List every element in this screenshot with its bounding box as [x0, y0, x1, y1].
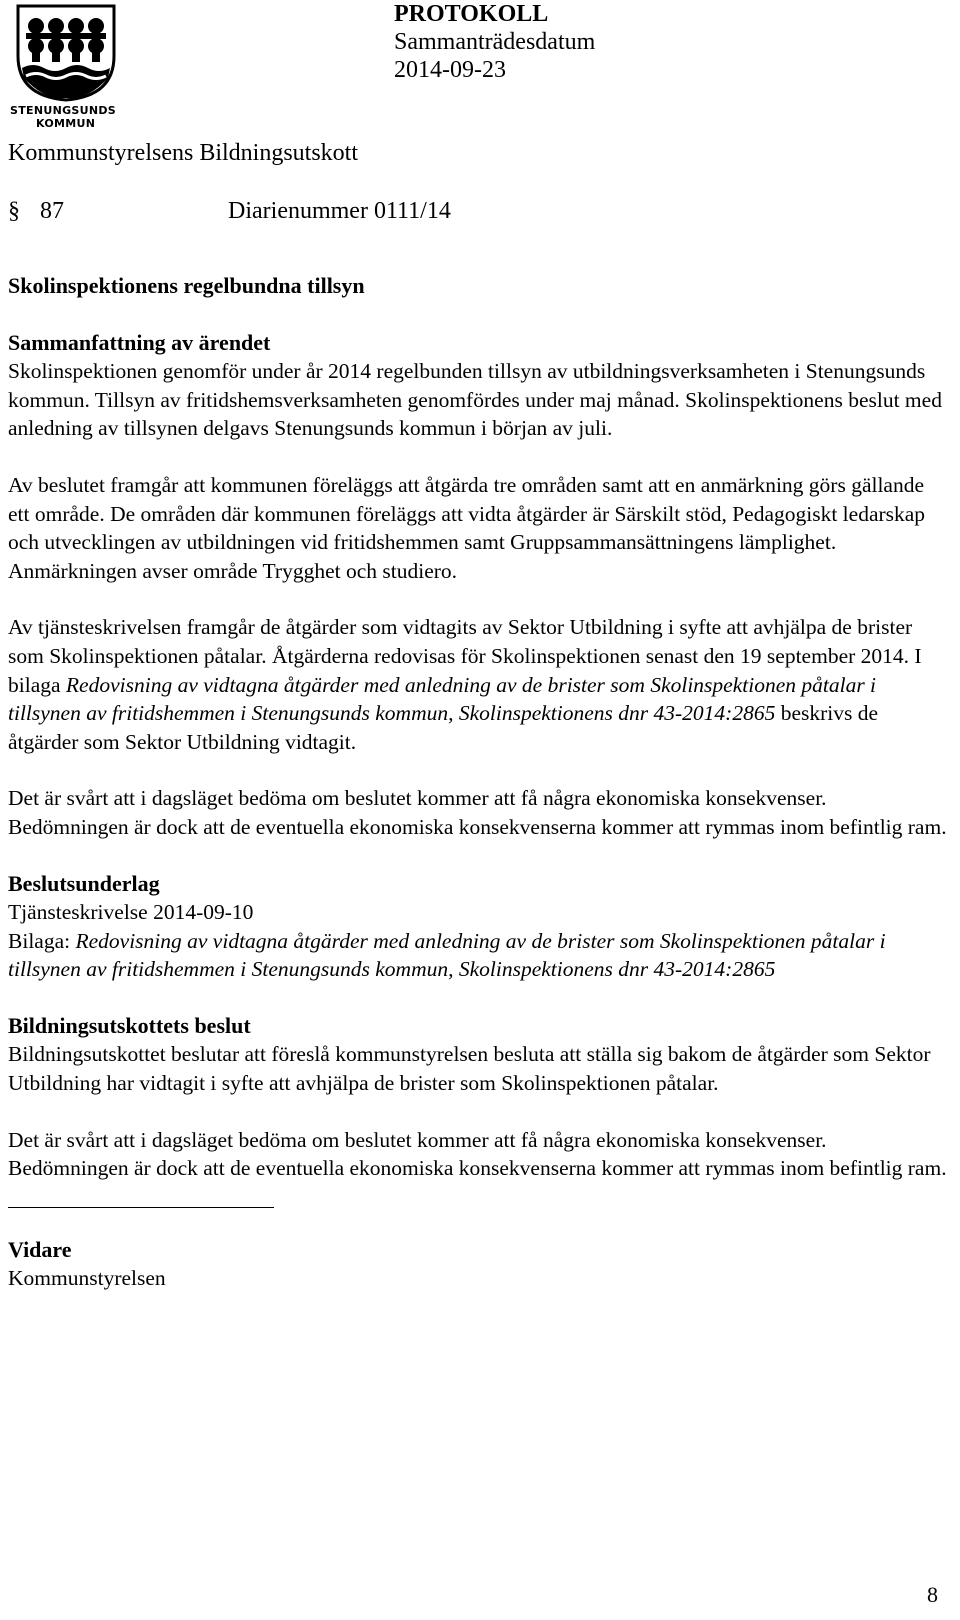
summary-paragraph-1: Skolinspektionen genomför under år 2014 regelbunden tillsyn av utbildningsverksamheten i Stenungsunds kommun. Tillsyn av fritidshemsverksamheten genomfördes under maj månad. Skolinspektionens beslut med anledning av tillsynen delgavs Stenungsunds kommun i början av juli.	[8, 359, 942, 441]
section-sign: §	[8, 198, 20, 224]
decision-heading: Bildningsutskottets beslut	[8, 1012, 251, 1038]
diarienummer: Diarienummer 0111/14	[228, 198, 451, 224]
page-number: 8	[927, 1582, 938, 1607]
decision-paragraph-2: Det är svårt att i dagsläget bedöma om beslutet kommer att få några ekonomiska konsekvenser. Bedömningen är dock att de eventuella ekonomiska konsekvenserna kommer att rymmas inom befintlig ram.	[8, 1127, 947, 1181]
paragraph-row	[8, 198, 708, 225]
municipality-logo	[8, 4, 126, 128]
attachment-title: Redovisning av vidtagna åtgärder med anledning av de brister som Skolinspektionen påtalar i tillsynen av fritidshemmen i Stenungsunds kommun, Skolinspektionens dnr 43-2014:2865	[8, 928, 886, 982]
summary-paragraph-3: Av tjänsteskrivelsen framgår de åtgärder som vidtagits av Sektor Utbildning i syfte att avhjälpa de brister som Skolinspektionen påtalar. Åtgärderna redovisas för Skolinspektionen senast den 19 september 2014. I bilaga Redovisning av vidtagna åtgärder med anledning av de brister som Skolinspektionen påtalar i tillsynen av fritidshemmen i Stenungsunds kommun, Skolinspektionens dnr 43-2014:2865 beskrivs de åtgärder som Sektor Utbildning vidtagit.	[8, 615, 922, 754]
committee-name: Kommunstyrelsens Bildningsutskott	[8, 140, 359, 166]
coat-of-arms-icon	[16, 4, 116, 102]
summary-paragraph-2: Av beslutet framgår att kommunen föreläggs att åtgärda tre områden samt att en anmärkning görs gällande ett område. De områden där kommunen föreläggs att vidta åtgärder är Särskilt stöd, Pedagogiskt ledarskap och utvecklingen av utbildningen vid fritidshemmen samt Gruppsammansättningens lämplighet. Anmärkningen avser område Trygghet och studiero.	[8, 472, 926, 583]
meeting-date: 2014-09-23	[394, 57, 506, 83]
meeting-date-label: Sammanträdesdatum	[394, 29, 596, 55]
forward-heading: Vidare	[8, 1236, 72, 1262]
basis-item-attachment: Bilaga: Redovisning av vidtagna åtgärder med anledning av de brister som Skolinspektionen påtalar i tillsynen av fritidshemmen i Stenungsunds kommun, Skolinspektionens dnr 43-2014:2865	[8, 928, 886, 982]
forward-recipient: Kommunstyrelsen	[8, 1266, 166, 1291]
separator-line	[8, 1207, 274, 1208]
paragraph-number: 87	[40, 198, 64, 224]
basis-heading: Beslutsunderlag	[8, 870, 160, 896]
summary-paragraph-4: Det är svårt att i dagsläget bedöma om beslutet kommer att få några ekonomiska konsekvenser. Bedömningen är dock att de eventuella ekonomiska konsekvenserna kommer att rymmas inom befintlig ram.	[8, 786, 947, 839]
summary-heading: Sammanfattning av ärendet	[8, 329, 271, 355]
logo-text-line1: STENUNGSUNDS	[10, 104, 117, 117]
decision-paragraph-1: Bildningsutskottet beslutar att föreslå kommunstyrelsen besluta att ställa sig bakom de åtgärder som Sektor Utbildning har vidtagit i syfte att avhjälpa de brister som Skolinspektionen påtalar.	[8, 1042, 931, 1096]
logo-text-line2: KOMMUN	[36, 117, 96, 130]
protocol-body	[8, 272, 948, 1293]
document-type: PROTOKOLL	[394, 1, 549, 27]
basis-item-memo: Tjänsteskrivelse 2014-09-10	[8, 900, 254, 925]
attachment-title: Redovisning av vidtagna åtgärder med anledning av de brister som Skolinspektionen påtalar i tillsynen av fritidshemmen i Stenungsunds kommun, Skolinspektionens dnr 43-2014:2865	[8, 672, 877, 726]
case-title: Skolinspektionens regelbundna tillsyn	[8, 273, 365, 298]
